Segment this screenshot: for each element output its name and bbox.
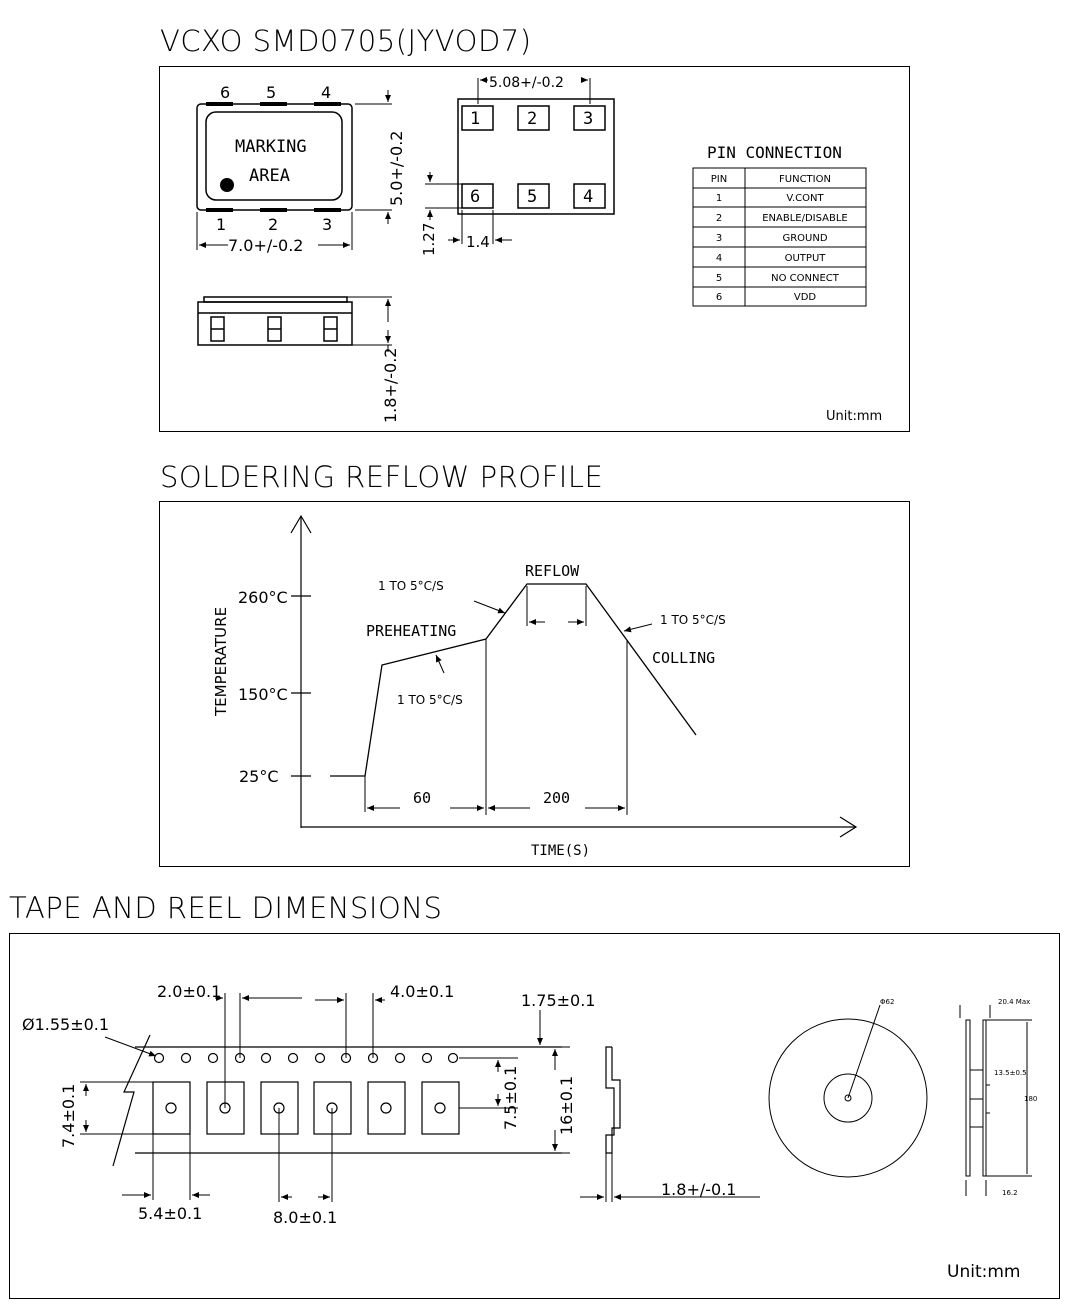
pin-bottom-2: 2: [268, 215, 279, 234]
pin-table-cell: 6: [715, 292, 723, 303]
reel-height: 180: [1024, 1095, 1038, 1103]
pin-bottom-1: 1: [216, 215, 227, 234]
temp-150: 150°C: [238, 685, 288, 704]
pin-table-cell: GROUND: [782, 233, 828, 244]
pin-table-cell: V.CONT: [786, 193, 824, 204]
dim-edge: 1.75±0.1: [521, 991, 596, 1010]
pad-5: 5: [527, 187, 538, 207]
tape-title: TAPE AND REEL DIMENSIONS: [9, 891, 443, 925]
pad-2: 2: [527, 109, 538, 129]
time-60: 60: [413, 789, 432, 807]
label-preheating: PREHEATING: [366, 622, 457, 640]
pad-3: 3: [583, 109, 594, 129]
reel-side-view: [960, 1005, 1032, 1196]
pin-table-header-pin: PIN: [710, 174, 728, 185]
label-reflow: REFLOW: [525, 562, 580, 580]
pin-bottom-3: 3: [322, 215, 333, 234]
dim-hole-diameter: Ø1.55±0.1: [22, 1015, 110, 1034]
dim-pad-pitch: 5.08+/-0.2: [489, 75, 564, 91]
dim-center: 7.5±0.1: [501, 1065, 520, 1130]
dim-tape-width: 16±0.1: [557, 1075, 576, 1135]
package-top-view: [197, 104, 352, 210]
dim-pocket-width: 5.4±0.1: [138, 1204, 203, 1223]
pin-table-cell: OUTPUT: [784, 253, 826, 264]
pin-top-4: 4: [321, 83, 332, 102]
dim-width: 7.0+/-0.2: [228, 236, 304, 255]
dim-pocket-height: 7.4±0.1: [59, 1083, 78, 1148]
tape-unit: Unit:mm: [947, 1262, 1021, 1282]
pin-table-cell: 1: [715, 193, 723, 204]
pin1-dot-icon: [220, 178, 234, 192]
pin-table-cell: 3: [715, 233, 723, 244]
reel-hub: 13.5±0.5: [994, 1069, 1027, 1077]
dim-hole-pitch-2: 2.0±0.1: [157, 982, 222, 1001]
dim-hole-pitch-4: 4.0±0.1: [390, 982, 455, 1001]
dim-pad-height: 1.27: [420, 222, 438, 256]
pad-6: 6: [470, 187, 481, 207]
pin-table-cell: 4: [715, 253, 723, 264]
rate-label-1: 1 TO 5°C/S: [378, 579, 444, 593]
reel-width-max: 20.4 Max: [998, 998, 1031, 1006]
label-colling: COLLING: [652, 649, 716, 667]
time-200: 200: [543, 789, 571, 807]
rate-label-2: 1 TO 5°C/S: [397, 693, 463, 707]
pin-table-cell: 5: [715, 273, 723, 284]
pin-table-cell: ENABLE/DISABLE: [762, 213, 848, 224]
pin-table-cell: NO CONNECT: [771, 273, 839, 284]
pin-table-cell: 2: [715, 213, 723, 224]
reflow-y-axis-label: TEMPERATURE: [212, 606, 230, 716]
reflow-x-axis-label: TIME(S): [531, 843, 591, 859]
pin-table-header-function: FUNCTION: [779, 174, 831, 185]
vcxo-title: VCXO SMD0705(JYVOD7): [160, 24, 532, 58]
temp-260: 260°C: [238, 588, 288, 607]
package-side-view: [198, 297, 352, 345]
rate-label-3: 1 TO 5°C/S: [660, 613, 726, 627]
dim-thickness: 1.8+/-0.2: [381, 347, 400, 423]
pin-top-6: 6: [220, 83, 231, 102]
pad-1: 1: [470, 109, 481, 129]
vcxo-unit: Unit:mm: [826, 409, 883, 424]
dim-tape-thickness: 1.8+/-0.1: [661, 1180, 737, 1199]
dim-height: 5.0+/-0.2: [387, 130, 406, 206]
reflow-curve: [330, 584, 696, 776]
marking-label-2: AREA: [249, 166, 290, 186]
dim-pad-width: 1.4: [466, 233, 490, 251]
temp-25: 25°C: [239, 767, 279, 786]
marking-label-1: MARKING: [235, 137, 307, 157]
pad-4: 4: [583, 187, 594, 207]
pin-table-title: PIN CONNECTION: [707, 143, 842, 162]
pin-top-5: 5: [266, 83, 277, 102]
dim-pitch: 8.0±0.1: [273, 1208, 338, 1227]
tape-side-profile: [606, 1047, 620, 1153]
pin-table-cell: VDD: [793, 292, 817, 303]
reflow-title: SOLDERING REFLOW PROFILE: [160, 460, 604, 494]
reel-front-view: [769, 1005, 927, 1177]
reel-diameter: Φ62: [880, 998, 895, 1006]
tape-strip: [113, 1035, 562, 1166]
reel-width: 16.2: [1002, 1189, 1018, 1197]
